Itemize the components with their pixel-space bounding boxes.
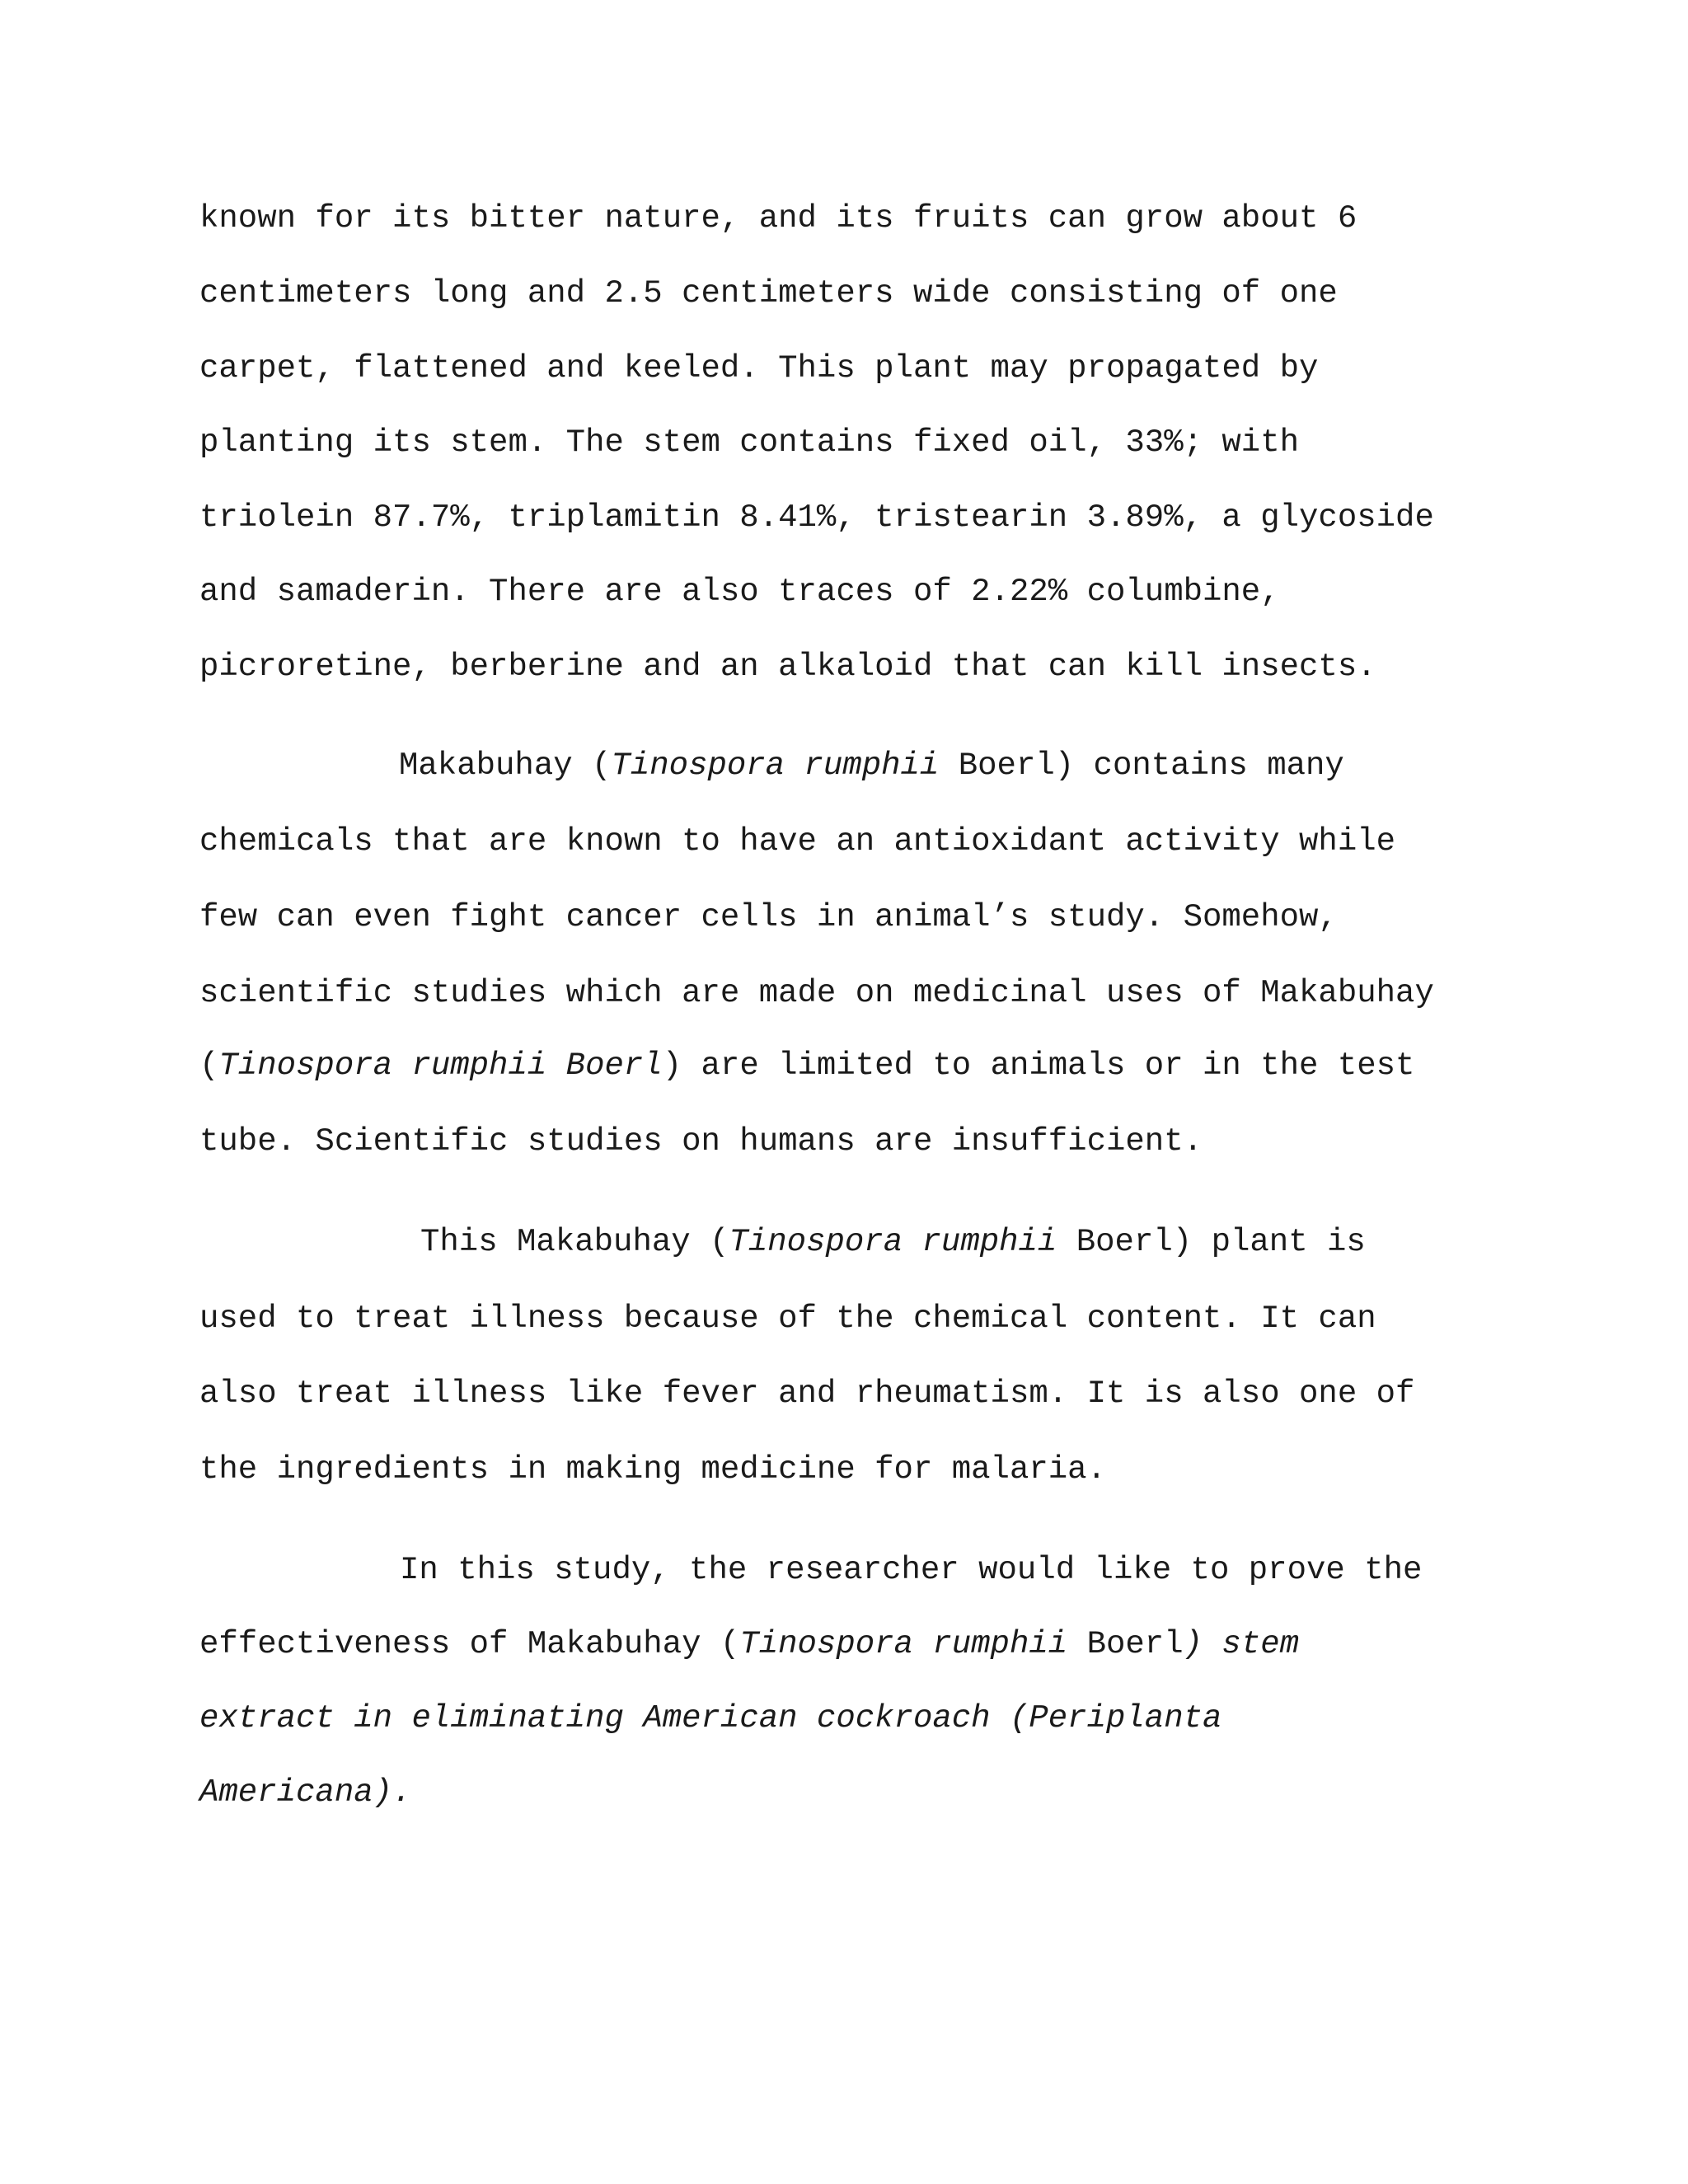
text-run: few can even fight cancer cells in animal’s study. Somehow,: [199, 899, 1338, 935]
text-run: triolein 87.7%, triplamitin 8.41%, tristearin 3.89%, a glycoside: [199, 499, 1434, 536]
paragraph-3-line-2: [199, 1298, 1376, 1339]
italic-text: Tinospora rumphii: [611, 748, 940, 784]
paragraph-4-line-3: [199, 1698, 1221, 1739]
paragraph-1-line-4: [199, 422, 1299, 463]
text-run: planting its stem. The stem contains fixed oil, 33%; with: [199, 424, 1300, 461]
paragraph-3-line-1: [420, 1221, 1366, 1263]
text-run: scientific studies which are made on medicinal uses of Makabuhay: [199, 975, 1434, 1011]
paragraph-3-line-3: [199, 1373, 1414, 1414]
paragraph-1-line-6: [199, 571, 1280, 612]
text-run: Boerl) plant is: [1057, 1224, 1366, 1260]
text-run: Boerl) contains many: [939, 748, 1344, 784]
paragraph-2-line-5: [199, 1045, 1414, 1086]
text-run: centimeters long and 2.5 centimeters wide consisting of one: [199, 275, 1338, 312]
text-run: This Makabuhay (: [420, 1224, 729, 1260]
paragraph-4-line-2: [199, 1624, 1299, 1665]
paragraph-2-line-6: [199, 1121, 1203, 1162]
paragraph-4-line-1: [400, 1549, 1422, 1591]
text-run: effectiveness of Makabuhay (: [199, 1626, 740, 1662]
italic-text: Tinospora rumphii Boerl: [218, 1047, 663, 1084]
paragraph-1-line-2: [199, 273, 1338, 314]
italic-text: Americana).: [199, 1774, 412, 1811]
text-run: and samaderin. There are also traces of 2.22% columbine,: [199, 574, 1280, 610]
italic-text: Tinospora rumphii: [739, 1626, 1068, 1662]
text-run: Boerl: [1067, 1626, 1184, 1662]
paragraph-3-line-4: [199, 1449, 1106, 1490]
paragraph-1-line-7: [199, 646, 1376, 687]
text-run: picroretine, berberine and an alkaloid that can kill insects.: [199, 649, 1376, 685]
text-run: also treat illness like fever and rheumatism. It is also one of: [199, 1376, 1415, 1412]
text-run: known for its bitter nature, and its fruits can grow about 6: [199, 200, 1357, 237]
italic-text: Tinospora rumphii: [729, 1224, 1057, 1260]
text-run: tube. Scientific studies on humans are insufficient.: [199, 1123, 1203, 1160]
text-run: In this study, the researcher would like to prove the: [400, 1552, 1423, 1588]
italic-text: extract in eliminating American cockroach (Periplanta: [199, 1700, 1222, 1736]
paragraph-2-line-3: [199, 897, 1338, 938]
text-run: (: [199, 1047, 219, 1084]
paragraph-1-line-3: [199, 348, 1318, 389]
text-run: used to treat illness because of the chemical content. It can: [199, 1301, 1376, 1337]
paragraph-2-line-1: [399, 745, 1344, 786]
paragraph-1-line-1: [199, 198, 1357, 239]
text-run: the ingredients in making medicine for malaria.: [199, 1451, 1106, 1488]
text-run: chemicals that are known to have an antioxidant activity while: [199, 823, 1396, 860]
text-run: ) are limited to animals or in the test: [662, 1047, 1415, 1084]
paragraph-1-line-5: [199, 497, 1434, 538]
text-run: carpet, flattened and keeled. This plant may propagated by: [199, 350, 1319, 387]
text-run: Makabuhay (: [399, 748, 612, 784]
paragraph-4-line-4: [199, 1772, 411, 1813]
paragraph-2-line-4: [199, 972, 1434, 1014]
paragraph-2-line-2: [199, 821, 1395, 862]
italic-text: ) stem: [1183, 1626, 1300, 1662]
